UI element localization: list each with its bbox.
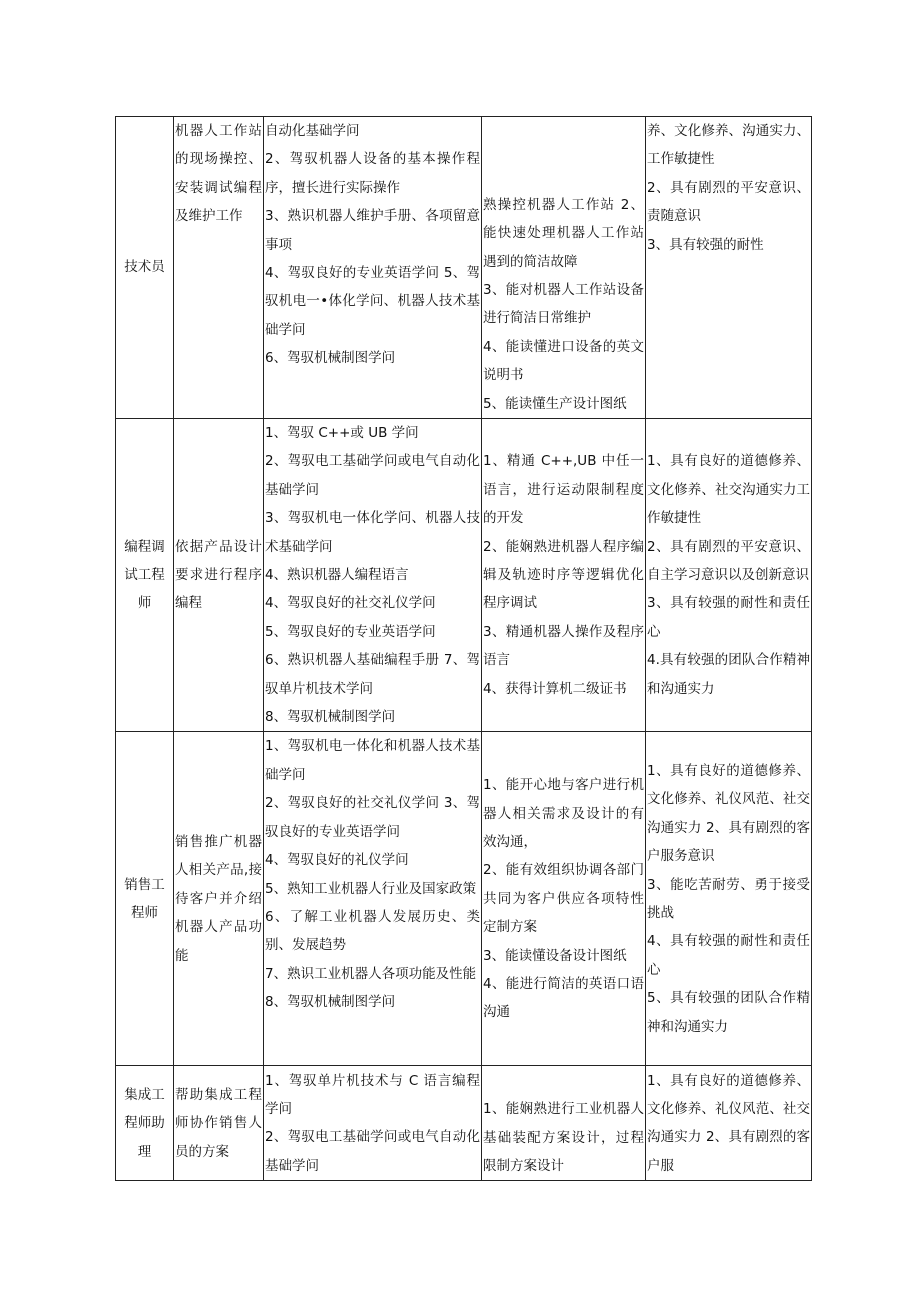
quality-item: 养、文化修养、沟通实力、工作敏捷性 bbox=[647, 123, 810, 168]
knowledge-cell bbox=[264, 117, 482, 419]
table-row bbox=[116, 1066, 812, 1181]
role-cell bbox=[116, 117, 174, 419]
knowledge-item: 4、驾驭良好的礼仪学问 bbox=[265, 852, 409, 869]
skill-item: 2、能有效组织协调各部门共同为客户供应各项特性定制方案 bbox=[483, 862, 644, 936]
skill-item: 3、精通机器人操作及程序语言 bbox=[483, 623, 644, 669]
knowledge-item: 1、驾驭机电一体化和机器人技术基础学问 bbox=[265, 738, 480, 783]
role-cell bbox=[116, 1066, 174, 1181]
quality-cell bbox=[646, 732, 812, 1066]
skill-item: 4、能进行简洁的英语口语沟通 bbox=[483, 975, 644, 1021]
duty-cell bbox=[174, 1066, 264, 1181]
skill-item: 3、能读懂设备设计图纸 bbox=[483, 947, 627, 964]
quality-item: 1、具有良好的道德修养、文化修养、社交沟通实力工作敏捷性 bbox=[647, 453, 810, 527]
quality-cell bbox=[646, 1066, 812, 1181]
skill-item: 5、能读懂生产设计图纸 bbox=[483, 395, 627, 412]
quality-item: 4、具有较强的耐性和责任心 bbox=[647, 933, 810, 978]
role-cell bbox=[116, 419, 174, 732]
role-name: 编程调试工程师 bbox=[124, 538, 165, 612]
skills-cell bbox=[482, 1066, 646, 1181]
quality-item: 5、具有较强的团队合作精神和沟通实力 bbox=[647, 990, 810, 1035]
duty-text: 机器人工作站的现场操控、安装调试编程及维护工作 bbox=[175, 123, 262, 225]
knowledge-cell bbox=[264, 419, 482, 732]
knowledge-item: 5、驾驭良好的专业英语学问 bbox=[265, 623, 436, 640]
knowledge-item: 3、驾驭机电一体化学问、机器人技术基础学问 bbox=[265, 510, 480, 555]
role-name: 集成工程师助理 bbox=[124, 1086, 165, 1160]
skill-item: 1、能娴熟进行工业机器人基础装配方案设计，过程限制方案设计 bbox=[483, 1101, 644, 1175]
duty-cell bbox=[174, 732, 264, 1066]
quality-item: 3、具有较强的耐性和责任心 bbox=[647, 595, 810, 640]
knowledge-item: 1、驾驭 C++或 UB 学问 bbox=[265, 425, 419, 441]
knowledge-item: 3、熟识机器人维护手册、各项留意事项 bbox=[265, 208, 480, 253]
knowledge-item: 2、驾驭机器人设备的基本操作程序，擅长进行实际操作 bbox=[265, 151, 480, 196]
knowledge-item: 4、驾驭良好的社交礼仪学问 bbox=[265, 595, 436, 612]
role-name: 技术员 bbox=[124, 259, 165, 276]
knowledge-cell bbox=[264, 1066, 482, 1181]
quality-item: 1、具有良好的道德修养、文化修养、礼仪风范、社交沟通实力 2、具有剧烈的客户服 bbox=[647, 1072, 810, 1174]
table-row bbox=[116, 732, 812, 1066]
table-row bbox=[116, 117, 812, 419]
duty-text: 依据产品设计要求进行程序编程 bbox=[175, 538, 262, 612]
duty-text: 销售推广机器人相关产品,接待客户并介绍机器人产品功能 bbox=[175, 833, 262, 964]
knowledge-cell bbox=[264, 732, 482, 1066]
knowledge-item: 8、驾驭机械制图学问 bbox=[265, 709, 396, 726]
skills-cell bbox=[482, 419, 646, 732]
knowledge-item: 7、熟识工业机器人各项功能及性能 bbox=[265, 965, 477, 982]
knowledge-item: 2、驾驭电工基础学问或电气自动化基础学问 bbox=[265, 453, 480, 498]
knowledge-item: 4、熟识机器人编程语言 bbox=[265, 567, 409, 584]
role-cell bbox=[116, 732, 174, 1066]
knowledge-item: 6、熟识机器人基础编程手册 7、驾驭单片机技术学问 bbox=[265, 652, 480, 697]
skill-item: 熟操控机器人工作站 2、能快速处理机器人工作站遇到的简洁故障 bbox=[483, 196, 644, 270]
role-name: 销售工程师 bbox=[124, 876, 165, 921]
knowledge-item: 4、驾驭良好的专业英语学问 5、驾驭机电一•体化学问、机器人技术基础学问 bbox=[265, 265, 480, 338]
skill-item: 4、获得计算机二级证书 bbox=[483, 680, 627, 697]
skill-item: 2、能娴熟进机器人程序编辑及轨迹时序等逻辑优化程序调试 bbox=[483, 538, 644, 612]
skills-cell bbox=[482, 732, 646, 1066]
knowledge-item: 6、了解工业机器人发展历史、类别、发展趋势 bbox=[265, 908, 480, 954]
quality-cell bbox=[646, 419, 812, 732]
knowledge-item: 8、驾驭机械制图学问 bbox=[265, 994, 396, 1011]
quality-item: 1、具有良好的道德修养、文化修养、礼仪风范、社交沟通实力 2、具有剧烈的客户服务意识 bbox=[647, 762, 810, 865]
duty-text: 帮助集成工程师协作销售人员的方案 bbox=[175, 1086, 262, 1160]
quality-item: 3、能吃苦耐劳、勇于接受挑战 bbox=[647, 876, 810, 921]
quality-item: 3、具有较强的耐性 bbox=[647, 236, 764, 253]
skill-item: 3、能对机器人工作站设备进行简洁日常维护 bbox=[483, 281, 644, 327]
quality-cell bbox=[646, 117, 812, 419]
knowledge-item: 1、驾驭单片机技术与 C 语言编程学问 bbox=[265, 1072, 480, 1118]
table-row bbox=[116, 419, 812, 732]
skill-item: 1、精通 C++,UB 中任一语言，进行运动限制程度的开发 bbox=[483, 453, 644, 527]
quality-item: 2、具有剧烈的平安意识、责随意识 bbox=[647, 179, 810, 225]
knowledge-item: 自动化基础学问 bbox=[265, 123, 360, 139]
duty-cell bbox=[174, 117, 264, 419]
skills-cell bbox=[482, 117, 646, 419]
skill-item: 4、能读懂进口设备的英文说明书 bbox=[483, 338, 644, 384]
knowledge-item: 2、驾驭良好的社交礼仪学问 3、驾驭良好的专业英语学问 bbox=[265, 795, 480, 840]
knowledge-item: 2、驾驭电工基础学问或电气自动化基础学问 bbox=[265, 1129, 480, 1174]
knowledge-item: 6、驾驭机械制图学问 bbox=[265, 350, 396, 367]
job-requirements-table bbox=[115, 116, 812, 1181]
quality-item: 4.具有较强的团队合作精神和沟通实力 bbox=[647, 652, 810, 697]
skill-item: 1、能开心地与客户进行机器人相关需求及设计的有效沟通， bbox=[483, 777, 644, 850]
duty-cell bbox=[174, 419, 264, 732]
quality-item: 2、具有剧烈的平安意识、自主学习意识以及创新意识 bbox=[647, 538, 810, 584]
knowledge-item: 5、熟知工业机器人行业及国家政策 bbox=[265, 880, 477, 897]
